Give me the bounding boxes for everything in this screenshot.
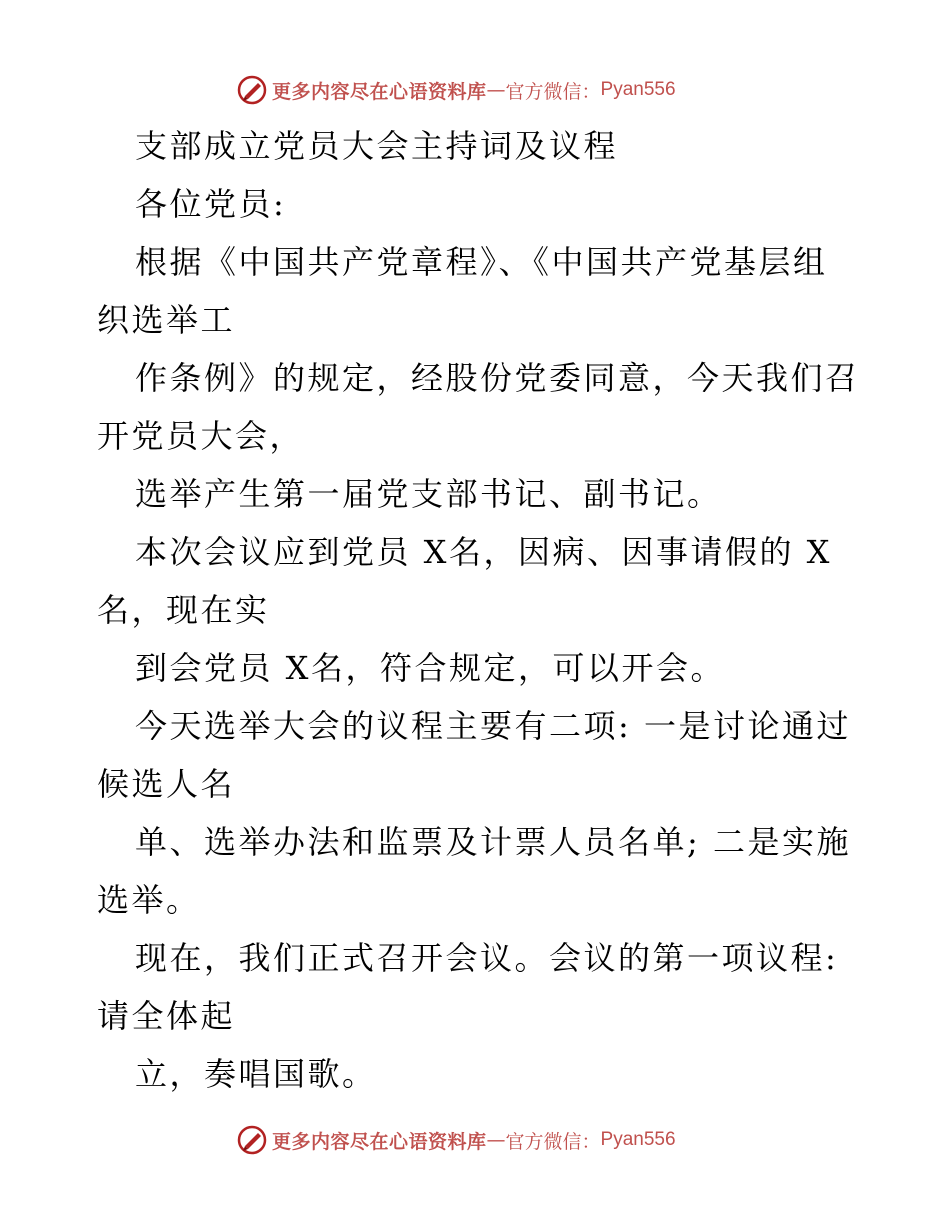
paragraph-line: 立，奏唱国歌。: [135, 1055, 377, 1093]
paragraph-line: 今天选举大会的议程主要有二项: 一是讨论通过: [135, 707, 851, 745]
salutation: 各位党员:: [135, 185, 287, 223]
watermark-header: [236, 73, 676, 107]
watermark-footer: [236, 1123, 676, 1157]
watermark-separator: —: [486, 1129, 506, 1151]
paragraph-line: 候选人名: [97, 765, 236, 803]
paragraph-line: 选举。: [97, 881, 201, 919]
paragraph-line: 名，现在实: [97, 591, 270, 629]
paragraph-line: 本次会议应到党员 X名，因病、因事请假的 X: [135, 533, 832, 571]
paragraph-line: 织选举工: [97, 301, 236, 339]
watermark-main-text: 更多内容尽在心语资料库: [272, 1130, 487, 1153]
paragraph-line: 作条例》的规定，经股份党委同意，今天我们召: [135, 359, 860, 397]
paragraph-line: 开党员大会，: [97, 417, 305, 455]
watermark-separator: —: [486, 79, 506, 101]
watermark-wechat-id: Pyan556: [600, 1129, 676, 1150]
document-body: [97, 117, 860, 1103]
pen-logo-icon: [236, 1124, 268, 1156]
paragraph-line: 请全体起: [97, 997, 236, 1035]
paragraph-line: 单、选举办法和监票及计票人员名单; 二是实施: [135, 823, 851, 861]
paragraph-line: 到会党员 X名，符合规定，可以开会。: [135, 649, 725, 687]
watermark-wechat-id: Pyan556: [600, 79, 676, 100]
paragraph-line: 选举产生第一届党支部书记、副书记。: [135, 475, 722, 513]
watermark-wechat-label: 官方微信：: [505, 80, 601, 103]
document-title: 支部成立党员大会主持词及议程: [135, 127, 619, 165]
watermark-main-text: 更多内容尽在心语资料库: [272, 80, 487, 103]
paragraph-line: 现在，我们正式召开会议。会议的第一项议程:: [135, 939, 839, 977]
watermark-wechat-label: 官方微信：: [505, 1130, 601, 1153]
pen-logo-icon: [236, 74, 268, 106]
paragraph-line: 根据《中国共产党章程》、《中国共产党基层组: [135, 243, 828, 281]
